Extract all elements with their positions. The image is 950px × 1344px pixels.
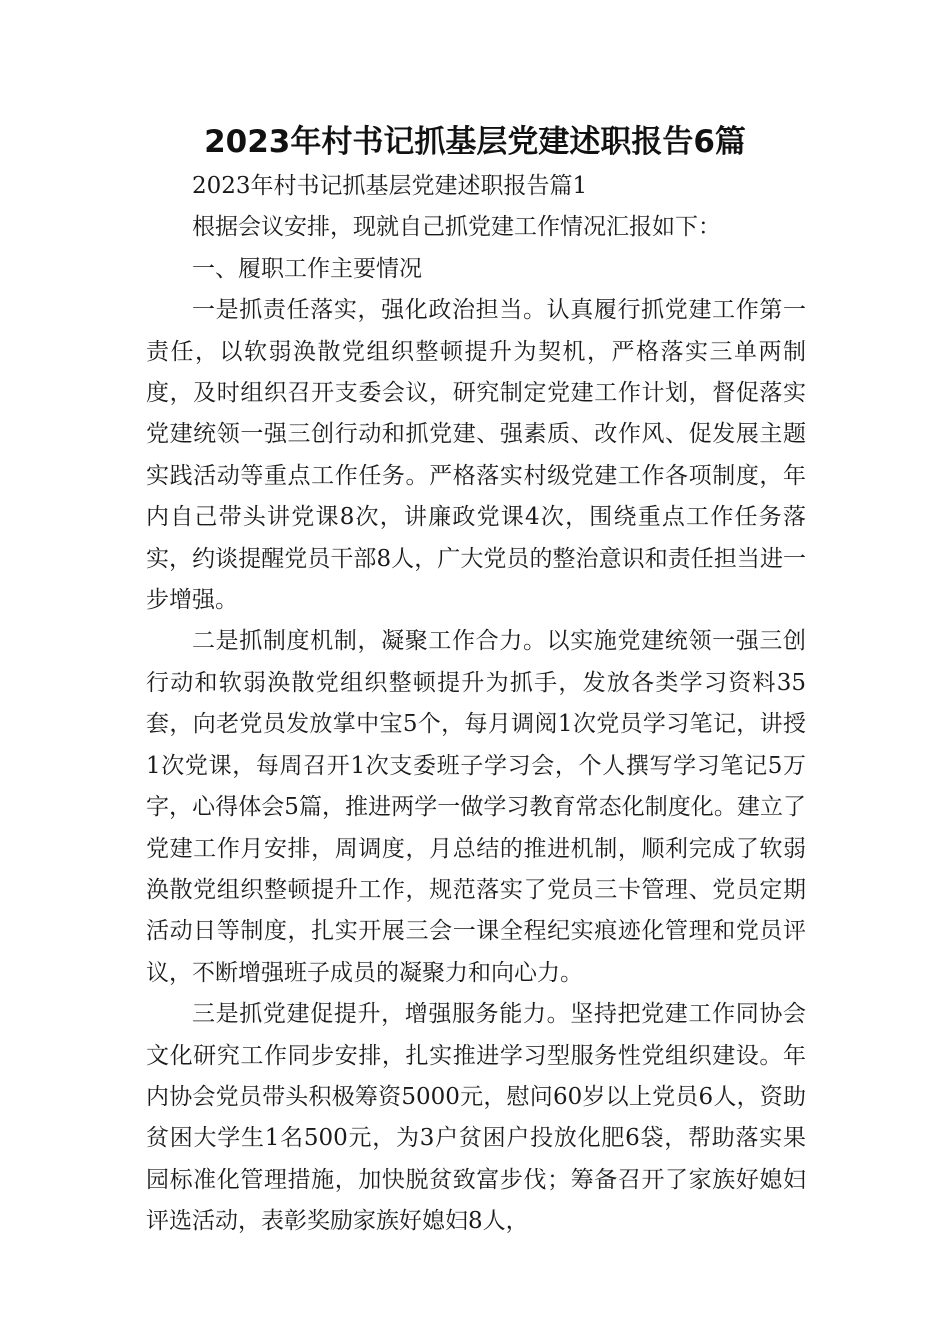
document-title: 2023年村书记抓基层党建述职报告6篇: [204, 124, 746, 160]
section-heading: 2023年村书记抓基层党建述职报告篇1: [192, 173, 588, 199]
intro-paragraph: 根据会议安排，现就自己抓党建工作情况汇报如下：: [192, 214, 721, 241]
document-body: [146, 166, 806, 1243]
body-paragraph: 三是抓党建促提升，增强服务能力。坚持把党建工作同协会文化研究工作同步安排，扎实推进学习型服务性党组织建设。年内协会党员带头积极筹资5000元，慰问60岁以上党员6人，资助贫困大学生1名500元，为3户贫困户投放化肥6袋，帮助落实果园标准化管理措施，加快脱贫致富步伐；筹备召开了家族好媳妇评选活动，表彰奖励家族好媳妇8人，: [146, 1001, 806, 1235]
body-paragraph: 一是抓责任落实，强化政治担当。认真履行抓党建工作第一责任，以软弱涣散党组织整顿提升为契机，严格落实三单两制度，及时组织召开支委会议，研究制定党建工作计划，督促落实党建统领一强三创行动和抓党建、强素质、改作风、促发展主题实践活动等重点工作任务。严格落实村级党建工作各项制度，年内自己带头讲党课8次，讲廉政党课4次，围绕重点工作任务落实，约谈提醒党员干部8人，广大党员的整治意识和责任担当进一步增强。: [146, 297, 806, 614]
body-paragraph: 二是抓制度机制，凝聚工作合力。以实施党建统领一强三创行动和软弱涣散党组织整顿提升为抓手，发放各类学习资料35套，向老党员发放掌中宝5个，每月调阅1次党员学习笔记，讲授1次党课，每周召开1次支委班子学习会，个人撰写学习笔记5万字，心得体会5篇，推进两学一做学习教育常态化制度化。建立了党建工作月安排，周调度，月总结的推进机制，顺利完成了软弱涣散党组织整顿提升工作，规范落实了党员三卡管理、党员定期活动日等制度，扎实开展三会一课全程纪实痕迹化管理和党员评议，不断增强班子成员的凝聚力和向心力。: [146, 628, 806, 986]
subsection-heading: 一、履职工作主要情况: [192, 255, 422, 282]
